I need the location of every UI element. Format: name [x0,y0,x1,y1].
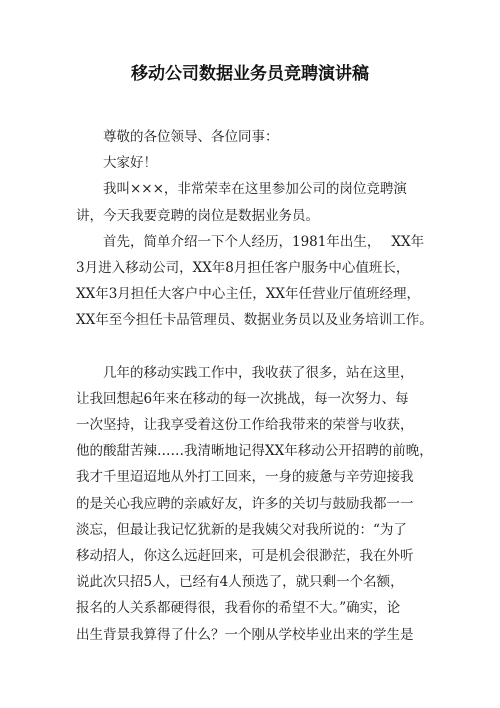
text-line: 讲，今天我要竞聘的岗位是数据业务员。 [76,207,319,224]
paragraph-salutation [76,124,436,150]
text-line: 淡忘，但最让我记忆犹新的是我姨父对我所说的：“为了 [76,521,407,538]
document-body [76,124,436,648]
paragraph-experience [76,229,436,334]
text-line: 尊敬的各位领导、各位同事： [103,129,279,145]
text-line: 大家好！ [103,155,157,172]
document-title: 移动公司数据业务员竞聘演讲稿 [131,64,369,84]
text-line: 他的酸甜苦辣……我清晰地记得XX年移动公开招聘的前晚， [76,443,433,460]
text-line: 的是关心我应聘的亲戚好友，许多的关切与鼓励我都一一 [76,495,414,512]
text-line: 首先，简单介绍一下个人经历，1981年出生， XX年 [103,233,425,250]
text-line: 出生背景我算得了什么？一个刚从学校毕业出来的学生是 [76,626,414,643]
text-line: 让我回想起6年来在移动的每一次挑战，每一次努力、每 [76,390,409,407]
paragraph-introduction [76,176,436,228]
text-line: 几年的移动实践工作中，我收获了很多，站在这里， [103,364,414,381]
text-line: 移动招人，你这么远赶回来，可是机会很渺茫，我在外听 [76,548,414,564]
paragraph-gap [76,334,436,360]
text-line: 我叫×××，非常荣幸在这里参加公司的岗位竞聘演 [103,181,407,198]
paragraph-greeting [76,150,436,176]
text-line: XX年3月担任大客户中心主任，XX年任营业厅值班经理， [76,286,421,303]
text-line: 3月进入移动公司，XX年8月担任客户服务中心值班长， [76,259,410,276]
text-line: 一次坚持，让我享受着这份工作给我带来的荣誉与收获， [76,417,414,434]
text-line: XX年至今担任卡品管理员、数据业务员以及业务培训工作。 [76,312,433,329]
text-line: 报名的人关系都硬得很，我看你的希望不大。”确实，论 [76,600,401,617]
text-line: 我才千里迢迢地从外打工回来，一身的疲惫与辛劳迎接我 [76,469,414,486]
text-line: 说此次只招5人，已经有4人预选了，就只剩一个名额， [76,574,404,591]
paragraph-practice [76,360,436,648]
